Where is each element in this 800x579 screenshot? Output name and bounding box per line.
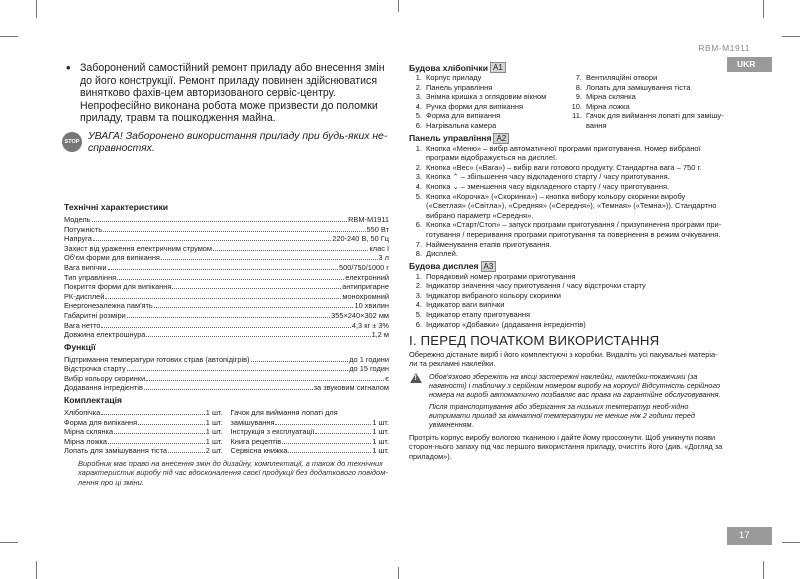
- crop-mark: [0, 36, 18, 37]
- kit-title: Комплектація: [64, 395, 123, 406]
- panel-section-title: [409, 133, 724, 144]
- spec-row: [64, 225, 389, 235]
- spec-row-value: 10 хвилин: [354, 301, 389, 311]
- spec-row-value: 220-240 В, 50 Гц: [332, 234, 389, 244]
- right-column: [409, 62, 724, 461]
- dot-leader: [213, 250, 368, 251]
- item-number: 2.: [415, 82, 422, 92]
- item-text: Вентиляційні отвори: [586, 73, 658, 82]
- left-column: [64, 62, 389, 487]
- panel-item: [409, 249, 724, 259]
- dot-leader: [315, 433, 371, 434]
- kit-item-label: Інструкція з експлуатації: [230, 427, 315, 437]
- kit-item: [231, 446, 390, 456]
- spec-row-label: Вага нетто: [64, 320, 101, 330]
- spec-row: [64, 311, 389, 321]
- dot-leader: [154, 307, 354, 308]
- kit-item-value: 1 шт.: [205, 427, 223, 437]
- dot-leader: [105, 298, 341, 299]
- item-text: Індикатор етапу приготування: [426, 310, 531, 320]
- panel-list: [409, 144, 724, 259]
- kit-item-value: 1 шт.: [372, 436, 389, 446]
- item-text: Лопать для замішування тіста: [586, 82, 691, 92]
- functions-title: Функції: [64, 341, 96, 352]
- device-part: [569, 102, 724, 112]
- device-section-title: [409, 62, 724, 73]
- item-text: Панель управління: [426, 82, 493, 92]
- device-part: [409, 92, 569, 102]
- item-number: 1.: [415, 271, 422, 281]
- repair-warning: • Заборонений самостійний ремонт приладу або внесення змін до його конструкції. Ремонт приладу повинен здійснюватися винятково фахів-цем авторизованого сервіс-центру. Непрофесійно виконана робота може призвести до поломки приладу, травм та пошкодження майна.: [64, 62, 389, 125]
- kit-item-value: 1 шт.: [205, 408, 223, 418]
- crop-mark: [398, 0, 399, 12]
- stop-icon: STOP: [62, 132, 82, 152]
- item-number: 11.: [572, 111, 582, 121]
- spec-row-label: Тип управління: [64, 272, 117, 282]
- spec-row-value: електронний: [345, 272, 389, 282]
- display-item: [409, 310, 724, 320]
- function-row-label: Вибір кольору скоринки: [64, 373, 146, 383]
- dot-leader: [161, 259, 378, 260]
- panel-item: [409, 240, 724, 250]
- kit-item: [64, 446, 223, 456]
- item-number: 3.: [415, 172, 422, 182]
- spec-row-label: Габаритні розміри: [64, 310, 126, 320]
- item-number: 6.: [415, 319, 422, 329]
- dot-leader: [146, 336, 370, 337]
- spec-row-value: 3 л: [378, 253, 389, 263]
- kit-item-label: Гачок для виймання лопаті для: [230, 408, 338, 418]
- spec-row-value: 500/750/1000 г: [339, 262, 389, 272]
- panel-title: Панель управління: [409, 133, 492, 144]
- item-text: Дисплей.: [426, 249, 458, 259]
- dot-leader: [282, 443, 371, 444]
- kit-item-label: Мірна ложка: [64, 436, 108, 446]
- item-number: 10.: [571, 101, 582, 111]
- device-part: [409, 83, 569, 93]
- device-part: [569, 92, 724, 102]
- panel-item: [409, 192, 724, 221]
- panel-item: [409, 163, 724, 173]
- dot-leader: [251, 361, 349, 362]
- function-row-label: Відстрочка старту: [64, 364, 126, 374]
- item-text: Індикатор ваги випічки: [426, 300, 505, 310]
- section-heading: I. ПЕРЕД ПОЧАТКОМ ВИКОРИСТАННЯ: [409, 333, 660, 349]
- dot-leader: [108, 443, 205, 444]
- item-number: 6.: [415, 120, 422, 130]
- spec-row-value: монохромний: [342, 291, 389, 301]
- crop-mark: [763, 561, 764, 579]
- dot-leader: [101, 327, 350, 328]
- page-number: 17: [727, 527, 772, 545]
- item-number: 4.: [415, 101, 422, 111]
- item-text: Ручка форми для випікання: [426, 101, 524, 111]
- dot-leader: [127, 317, 330, 318]
- spec-row-label: Довжина електрошнура: [64, 330, 146, 340]
- kit-item: [231, 427, 390, 437]
- unpacking-paragraph: Обережно дістаньте виріб і його комплектуючі з коробки. Видаліть усі пакувальні матеріа-ли та рекламні наклейки.: [409, 350, 718, 369]
- device-part: [409, 121, 569, 131]
- figure-tag-a1: A1: [490, 62, 506, 73]
- device-part: [409, 73, 569, 83]
- function-row: [64, 374, 389, 384]
- item-text: Індикатор значення часу приготування / часу відстрочки старту: [426, 281, 646, 291]
- manufacturer-note: Виробник має право на внесення змін до дизайну, комплектації, а також до технічних характеристик виробу під час вдосконалення своєї продукції без додаткового повідом-лення про ці зміни.: [78, 459, 388, 487]
- spec-row-label: Напруга: [64, 234, 92, 244]
- spec-row-label: РК-дисплей: [64, 291, 105, 301]
- kit-item-label: замішування: [230, 417, 275, 427]
- dot-leader: [114, 433, 205, 434]
- functions-list: [64, 355, 389, 393]
- item-number: 4.: [415, 181, 422, 191]
- kit-column-2: [231, 408, 390, 456]
- crop-mark: [782, 36, 800, 37]
- stop-warning: [64, 131, 389, 156]
- item-text: Індикатор «Добавки» (додавання інгредієнтів): [426, 319, 586, 329]
- stop-warning-text: УВАГА! Заборонено використання приладу при будь-яких не-справностях.: [88, 130, 388, 155]
- dot-leader: [108, 269, 338, 270]
- spec-row: [64, 215, 389, 225]
- item-number: 5.: [415, 111, 422, 121]
- display-list: [409, 272, 724, 330]
- panel-item: [409, 182, 724, 192]
- dot-leader: [146, 380, 384, 381]
- spec-row: [64, 330, 389, 340]
- kit-column-1: [64, 408, 223, 456]
- spec-row: [64, 301, 389, 311]
- item-text: Порядковий номер програми приготування: [426, 271, 576, 281]
- kit-item-label: Форма для випікання: [64, 417, 138, 427]
- display-item: [409, 320, 724, 330]
- kit-item-value: 1 шт.: [372, 427, 389, 437]
- spec-row: [64, 292, 389, 302]
- spec-row-value: антипригарне: [342, 282, 389, 292]
- spec-row: [64, 253, 389, 263]
- kit-item: [64, 408, 223, 418]
- item-number: 8.: [575, 82, 582, 92]
- label-warning: [409, 372, 724, 399]
- spec-row-value: клас I: [369, 243, 389, 253]
- item-number: 1.: [415, 143, 422, 153]
- function-row-label: Підтримання температури готових страв (автопідігрів): [64, 354, 250, 364]
- item-number: 2.: [415, 281, 422, 291]
- crop-mark: [398, 567, 399, 579]
- spec-row: [64, 234, 389, 244]
- device-part: [569, 83, 724, 93]
- spec-row-label: Захист від ураження електричним струмом: [64, 243, 212, 253]
- spec-row-label: Модель: [64, 214, 91, 224]
- kit-item-value: 2 шт.: [205, 446, 223, 456]
- temperature-note: Після транспортування або зберігання за низьких температур необ-хідно витримати прилад за кімнатної температури не менше ніж 2 години перед увімкненням.: [429, 401, 695, 430]
- dot-leader: [288, 452, 371, 453]
- kit-item: [64, 427, 223, 437]
- item-text: Кнопка «Вес» («Вага») – вибір ваги готового продукту. Стандартна вага – 750 г.: [426, 162, 702, 172]
- kit-item-value: 1 шт.: [372, 446, 389, 456]
- spec-row-value: 355×240×302 мм: [331, 310, 389, 320]
- spec-row-value: 1,2 м: [371, 330, 389, 340]
- device-title: Будова хлібопічки: [409, 62, 489, 73]
- dot-leader: [117, 279, 344, 280]
- item-text: Гачок для виймання лопаті для замішу-вання: [586, 111, 724, 130]
- item-number: 5.: [415, 191, 422, 201]
- device-part: [409, 111, 569, 121]
- item-number: 8.: [415, 249, 422, 259]
- item-number: 7.: [415, 239, 422, 249]
- dot-leader: [101, 414, 205, 415]
- spec-row-label: Об'єм форми для випікання: [64, 253, 160, 263]
- item-number: 5.: [415, 310, 422, 320]
- spec-row: [64, 282, 389, 292]
- kit-item-label: Сервісна книжка: [230, 446, 288, 456]
- spec-row-label: Покриття форми для випікання: [64, 282, 172, 292]
- kit-item: [231, 437, 390, 447]
- item-text: Мірна склянка: [586, 92, 636, 102]
- dot-leader: [92, 221, 348, 222]
- kit-item-label: Лопать для замішування тіста: [64, 446, 168, 456]
- crop-mark: [0, 542, 18, 543]
- specs-title: Технічні характеристики: [64, 201, 169, 212]
- panel-item: [409, 220, 724, 239]
- kit-item-value: 1 шт.: [205, 436, 223, 446]
- kit-item: [231, 408, 390, 418]
- function-row: [64, 355, 389, 365]
- kit-item-label: Книга рецептів: [230, 436, 282, 446]
- spec-row: [64, 263, 389, 273]
- specs-list: [64, 215, 389, 340]
- display-item: [409, 300, 724, 310]
- dot-leader: [93, 240, 331, 241]
- function-row: [64, 364, 389, 374]
- kit-item-label: Мірна склянка: [64, 427, 114, 437]
- item-text: Корпус приладу: [426, 73, 482, 82]
- dot-leader: [168, 452, 205, 453]
- item-text: Кнопка ⌄ – зменшення часу відкладеного старту / часу приготування.: [426, 181, 670, 191]
- crop-mark: [36, 0, 37, 18]
- crop-mark: [36, 561, 37, 579]
- item-number: 6.: [415, 220, 422, 230]
- kit-item-value: 1 шт.: [205, 417, 223, 427]
- item-number: 3.: [415, 92, 422, 102]
- spec-row-label: Вага випічки: [64, 262, 107, 272]
- device-part: [409, 102, 569, 112]
- crop-mark: [763, 0, 764, 18]
- item-text: Знімна кришка з оглядовим вікном: [426, 92, 547, 102]
- label-warning-text: Обов'язково збережіть на місці застережні наклейки, наклейки-покажчики (за наявності) і табличку з серійним номером виробу на корпусі! Відсутність серійного номера на виробі автоматично позбавляє вас права на гарантійне обслуговування.: [429, 371, 721, 399]
- function-row-value: до 15 годин: [349, 364, 389, 374]
- dot-leader: [144, 389, 313, 390]
- spec-row-value: 550 Вт: [366, 224, 389, 234]
- spec-row: [64, 321, 389, 331]
- language-tab: UKR: [727, 57, 772, 72]
- item-text: Нагрівальна камера: [426, 120, 497, 130]
- item-text: Кнопка «Меню» – вибір автоматичної програми приготування. Номер вибраної програми відображується на дисплеї.: [426, 143, 701, 163]
- dot-leader: [127, 370, 349, 371]
- item-number: 9.: [575, 92, 582, 102]
- panel-item: [409, 144, 724, 163]
- warning-triangle-icon: [410, 373, 422, 383]
- item-text: Мірна ложка: [586, 101, 630, 111]
- item-number: 4.: [415, 300, 422, 310]
- device-part: [569, 73, 724, 83]
- item-number: 1.: [415, 73, 422, 82]
- kit-item: [64, 418, 223, 428]
- item-text: Кнопка «Старт/Стоп» – запуск програми приготування / призупинення програми при-готування / переривання програми приготування та повернення в режим очікування.: [426, 220, 722, 239]
- display-item: [409, 291, 724, 301]
- kit-item-value: 1 шт.: [372, 417, 389, 427]
- dot-leader: [172, 288, 341, 289]
- function-row-value: є: [385, 373, 389, 383]
- kit-table: [64, 408, 389, 456]
- spec-row-value: 4,3 кг ± 3%: [351, 320, 389, 330]
- crop-mark: [782, 542, 800, 543]
- item-text: Індикатор вибраного кольору скоринки: [426, 290, 561, 300]
- dot-leader: [138, 424, 205, 425]
- item-number: 2.: [415, 162, 422, 172]
- display-item: [409, 281, 724, 291]
- cleaning-paragraph: Протріть корпус виробу вологою тканиною і дайте йому просохнути. Щоб уникнути появи сторон-нього запаху під час першого використання приладу, очистіть його (див. «Догляд за приладом»).: [409, 433, 723, 461]
- item-text: Кнопка «Корочка» («Скоринка») – кнопка вибору кольору скоринки виробу («Светлая» («Світла»), «Средняя» («Середня»), «Темная» («Темна»)). Стандартно вибрано параметр «Середня».: [426, 191, 717, 220]
- item-number: 7.: [575, 73, 582, 82]
- display-title: Будова дисплея: [409, 261, 479, 272]
- kit-item: [231, 418, 390, 428]
- display-item: [409, 272, 724, 282]
- item-number: 3.: [415, 290, 422, 300]
- device-parts: [409, 73, 724, 131]
- dot-leader: [275, 424, 371, 425]
- kit-item: [64, 437, 223, 447]
- spec-row-label: Потужність: [64, 224, 103, 234]
- model-label: RBM-M1911: [698, 43, 750, 53]
- kit-item-label: Хлібопічка: [64, 408, 101, 418]
- item-text: Форма для випікання: [426, 111, 501, 121]
- spec-row-label: Енергонезалежна пам'ять: [64, 301, 153, 311]
- item-text: Кнопка ⌃ – збільшення часу відкладеного старту / часу приготування.: [426, 172, 670, 182]
- device-part: [569, 111, 724, 130]
- dot-leader: [103, 231, 365, 232]
- figure-tag-a3: A3: [481, 261, 497, 272]
- spec-row-value: RBM-M1911: [348, 214, 389, 224]
- function-row-value: за звуковим сигналом: [313, 383, 389, 393]
- item-text: Найменування етапів приготування.: [426, 239, 552, 249]
- function-row-value: до 1 години: [349, 354, 389, 364]
- function-row: [64, 383, 389, 393]
- function-row-label: Додавання інгредієнтів: [64, 383, 143, 393]
- spec-row: [64, 273, 389, 283]
- spec-row: [64, 244, 389, 254]
- display-section-title: [409, 261, 724, 272]
- panel-item: [409, 172, 724, 182]
- figure-tag-a2: A2: [493, 133, 509, 144]
